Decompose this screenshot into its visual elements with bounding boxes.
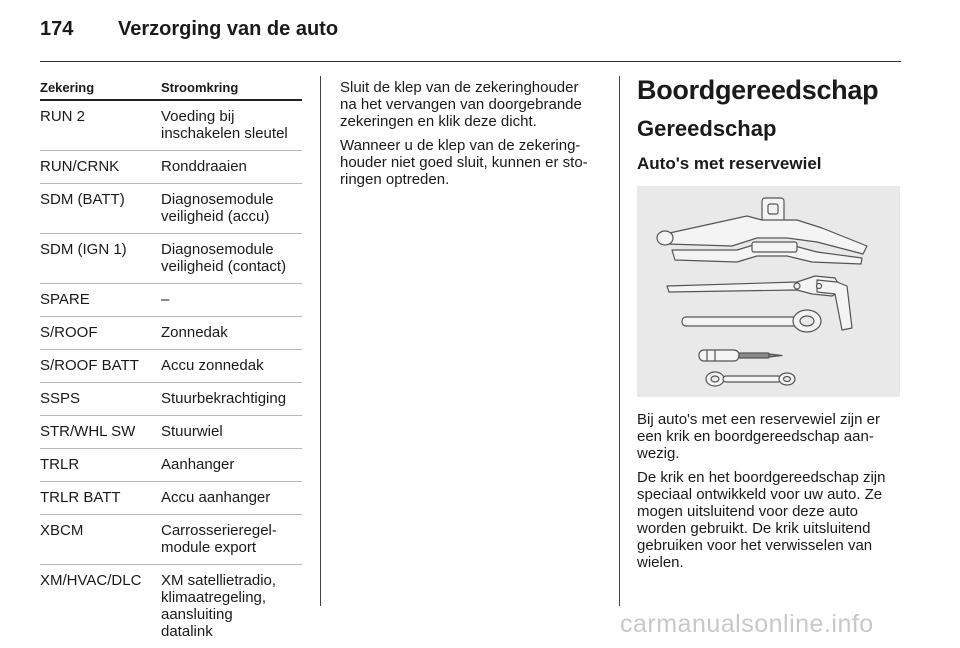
fuse-table-body [40,101,302,648]
fuse-cell: STR/WHL SW [40,423,136,440]
circuit-cell: Aanhanger [161,456,235,473]
table-row [40,184,302,234]
table-row [40,565,302,648]
table-row [40,284,302,317]
fuse-table [40,80,302,648]
circuit-cell: Carrosserieregel- module export [161,522,277,556]
column-header-circuit: Stroomkring [161,80,239,95]
circuit-cell: Ronddraaien [161,158,247,175]
paragraph: De krik en het boordgereedschap zijn speciaal ontwikkeld voor uw auto. Ze mogen uitsluitend voor deze auto worden gebruikt. De krik uitsluitend gebruiken voor het verwisselen van wielen. [637,469,886,571]
circuit-cell: Accu zonnedak [161,357,264,374]
table-row [40,151,302,184]
table-row [40,449,302,482]
table-row [40,383,302,416]
fuse-cell: XBCM [40,522,84,539]
table-row [40,515,302,565]
circuit-cell: Zonnedak [161,324,228,341]
column-header-fuse: Zekering [40,80,95,95]
table-row [40,317,302,350]
fuse-cell: SSPS [40,390,81,407]
circuit-cell: Stuurwiel [161,423,223,440]
circuit-cell: Diagnosemodule veiligheid (accu) [161,191,274,225]
circuit-cell: Stuurbekrachtiging [161,390,287,407]
fuse-table-header [40,80,302,101]
circuit-cell: Diagnosemodule veiligheid (contact) [161,241,287,275]
paragraph: Wanneer u de klep van de zekering- houder niet goed sluit, kunnen er sto- ringen optreden. [340,137,588,188]
table-row [40,350,302,383]
page-number: 174 [40,18,74,40]
table-row [40,101,302,151]
fuse-cell: RUN/CRNK [40,158,120,175]
fuse-cell: RUN 2 [40,108,86,125]
circuit-cell: XM satellietradio, klimaatregeling, aansluiting datalink [161,572,277,640]
page-title: Verzorging van de auto [118,18,339,40]
table-row [40,416,302,449]
fuse-cell: XM/HVAC/DLC [40,572,142,589]
watermark: carmanualsonline.info [620,610,874,638]
column-divider-left [320,76,321,606]
jack-and-tools-icon [637,186,900,397]
header-divider [40,61,901,62]
section-heading: Boordgereedschap [637,75,879,105]
page-header [40,18,338,48]
fuse-cell: TRLR [40,456,80,473]
fuse-cell: SDM (BATT) [40,191,125,208]
paragraph: Sluit de klep van de zekeringhouder na het vervangen van doorgebrande zekeringen en klik deze dicht. [340,79,582,130]
fuse-cell: TRLR BATT [40,489,121,506]
paragraph: Bij auto's met een reservewiel zijn er een krik en boordgereedschap aan- wezig. [637,411,880,462]
fuse-cell: SDM (IGN 1) [40,241,127,258]
middle-column [340,79,605,195]
fuse-cell: S/ROOF BATT [40,357,139,374]
column-divider-right [619,76,620,606]
circuit-cell: Accu aanhanger [161,489,271,506]
right-column [637,74,905,578]
fuse-cell: SPARE [40,291,90,308]
tools-illustration [637,186,900,397]
sub-subsection-heading: Auto's met reservewiel [637,154,822,173]
table-row [40,482,302,515]
subsection-heading: Gereedschap [637,116,777,141]
table-row [40,234,302,284]
circuit-cell: Voeding bij inschakelen sleutel [161,108,288,142]
circuit-cell: – [161,291,170,308]
fuse-cell: S/ROOF [40,324,98,341]
